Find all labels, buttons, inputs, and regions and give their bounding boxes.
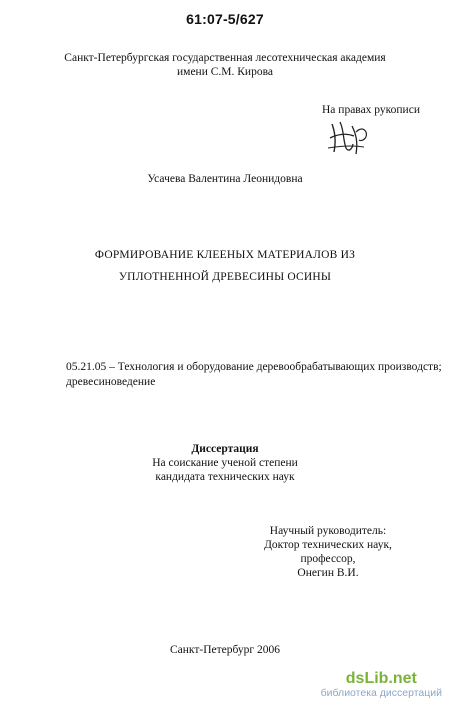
institution-line-1: Санкт-Петербургская государственная лесотехническая академия [64, 52, 386, 64]
rights-note: На правах рукописи [322, 104, 420, 116]
watermark-logo: dsLib.net [345, 670, 417, 687]
watermark-subtitle: библиотека диссертаций [320, 687, 442, 699]
specialty-line-2: древесиноведение [66, 376, 156, 388]
institution-name [0, 51, 450, 79]
dissertation-degree [0, 442, 450, 484]
supervisor-block [238, 524, 418, 580]
degree-line-1: На соискание ученой степени [152, 457, 298, 469]
supervisor-label: Научный руководитель: [269, 525, 387, 537]
supervisor-name: Онегин В.И. [297, 567, 359, 579]
institution-line-2: имени С.М. Кирова [177, 66, 273, 78]
specialty-line-1: 05.21.05 – Технология и оборудование деревообрабатывающих производств; [66, 361, 442, 373]
dissertation-title [0, 244, 450, 288]
dslib-watermark[interactable] [321, 670, 442, 699]
title-line-1: ФОРМИРОВАНИЕ КЛЕЕНЫХ МАТЕРИАЛОВ ИЗ [94, 249, 356, 261]
specialty [66, 360, 442, 390]
handwritten-signature [326, 118, 372, 156]
document-number: 61:07-5/627 [186, 11, 264, 27]
supervisor-degree: Доктор технических наук, профессор, [264, 539, 392, 565]
city-year: Санкт-Петербург 2006 [169, 644, 280, 656]
title-line-2: УПЛОТНЕННОЙ ДРЕВЕСИНЫ ОСИНЫ [118, 271, 332, 283]
degree-line-2: кандидата технических наук [155, 471, 295, 483]
dissertation-label: Диссертация [191, 443, 259, 455]
author-name: Усачева Валентина Леонидовна [147, 173, 303, 185]
